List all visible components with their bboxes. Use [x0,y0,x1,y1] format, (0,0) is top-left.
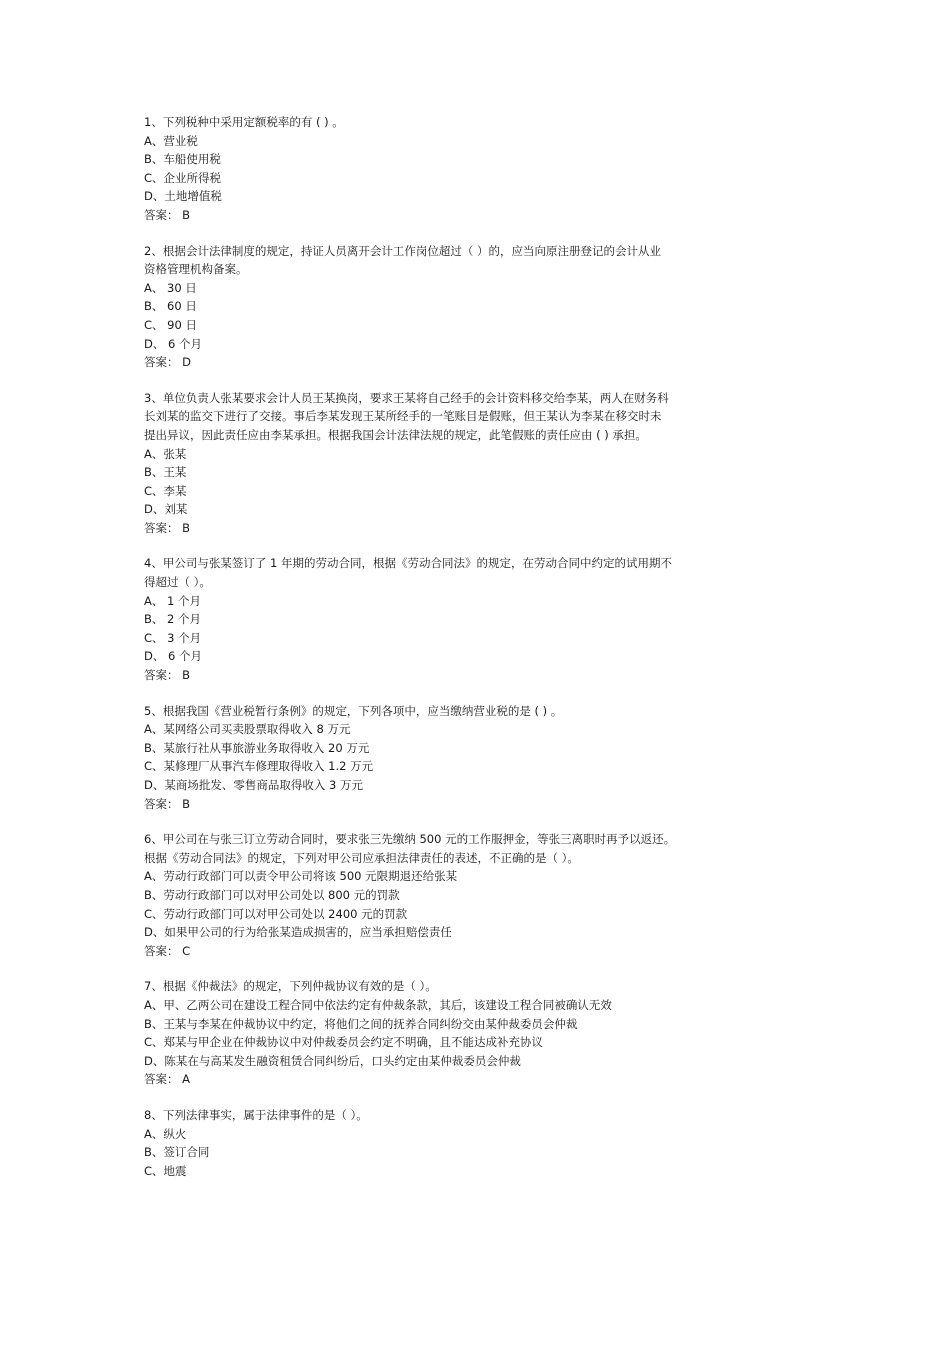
answer-key: 答案： B [144,668,191,683]
answer-option: A、某网络公司买卖股票取得收入 8 万元 [144,722,351,737]
question-stem [144,830,784,867]
answer-option: D、 6 个月 [144,649,202,664]
question-block [144,554,784,684]
question-stem-line: 7、根据《仲裁法》的规定，下列仲裁协议有效的是（ ）。 [144,979,437,994]
answer-option: A、 30 日 [144,280,197,295]
question-stem-line: 资格管理机构备案。 [144,262,248,277]
question-block [144,977,784,1089]
answer-key: 答案： B [144,796,191,811]
answer-option: B、某旅行社从事旅游业务取得收入 20 万元 [144,740,370,755]
answer-option: D、土地增值税 [144,189,222,204]
question-stem-line: 1、下列税种中采用定额税率的有 ( ) 。 [144,115,344,129]
document-page [144,113,784,1197]
answer-option: B、签订合同 [144,1145,210,1160]
question-block [144,242,784,372]
question-stem-line: 8、下列法律事实，属于法律事件的是（ ）。 [144,1107,368,1122]
answer-option: A、营业税 [144,133,198,148]
question-stem-line: 提出异议，因此责任应由李某承担。根据我国会计法律法规的规定，此笔假账的责任应由 ( ) 承担。 [144,427,647,442]
answer-key: 答案： B [144,520,191,535]
question-stem [144,242,784,279]
question-stem-line: 2、根据会计法律制度的规定，持证人员离开会计工作岗位超过（ ）的，应当向原注册登记的会计从业 [144,243,661,258]
answer-option: B、车船使用税 [144,152,221,167]
answer-option: B、王某与李某在仲裁协议中约定，将他们之间的抚养合同纠纷交由某仲裁委员会仲裁 [144,1016,578,1031]
answer-option: D、如果甲公司的行为给张某造成损害的，应当承担赔偿责任 [144,925,452,940]
question-block [144,113,784,225]
answer-option: A、张某 [144,446,187,461]
question-block [144,702,784,814]
answer-option: B、 60 日 [144,299,197,314]
question-stem-line: 5、根据我国《营业税暂行条例》的规定，下列各项中，应当缴纳营业税的是 ( ) 。 [144,703,563,718]
answer-option: C、企业所得税 [144,170,222,185]
answer-option: C、 90 日 [144,317,197,332]
answer-option: B、劳动行政部门可以对甲公司处以 800 元的罚款 [144,887,400,902]
question-stem-line: 6、甲公司在与张三订立劳动合同时，要求张三先缴纳 500 元的工作服押金，等张三离职时再予以返还。 [144,832,676,847]
question-block [144,1106,784,1180]
answer-option: D、刘某 [144,502,188,517]
answer-key: 答案： C [144,943,191,958]
answer-option: B、 2 个月 [144,612,202,627]
answer-option: C、地震 [144,1163,187,1178]
answer-option: A、纵火 [144,1126,187,1141]
answer-option: C、郑某与甲企业在仲裁协议中对仲裁委员会约定不明确，且不能达成补充协议 [144,1035,544,1050]
question-stem-line: 根据《劳动合同法》的规定，下列对甲公司应承担法律责任的表述，不正确的是（ ）。 [144,850,579,865]
answer-option: C、李某 [144,483,187,498]
question-stem-line: 4、甲公司与张某签订了 1 年期的劳动合同，根据《劳动合同法》的规定，在劳动合同中约定的试用期不 [144,556,672,571]
answer-option: C、劳动行政部门可以对甲公司处以 2400 元的罚款 [144,906,408,921]
question-stem-line: 长刘某的监交下进行了交接。事后李某发现王某所经手的一笔账目是假账，但王某认为李某在移交时未 [144,409,662,424]
answer-option: B、王某 [144,465,187,480]
answer-option: D、陈某在与高某发生融资租赁合同纠纷后，口头约定由某仲裁委员会仲裁 [144,1053,521,1068]
answer-option: A、甲、乙两公司在建设工程合同中依法约定有仲裁条款，其后，该建设工程合同被确认无效 [144,997,612,1012]
question-stem [144,977,784,996]
question-stem-line: 3、单位负责人张某要求会计人员王某换岗，要求王某将自己经手的会计资料移交给李某，两人在财务科 [144,390,669,405]
question-stem [144,702,784,721]
answer-option: C、某修理厂从事汽车修理取得收入 1.2 万元 [144,759,374,774]
answer-option: C、 3 个月 [144,630,202,645]
question-stem [144,389,784,445]
answer-option: A、劳动行政部门可以责令甲公司将该 500 元限期退还给张某 [144,869,458,884]
question-stem [144,1106,784,1125]
question-stem [144,113,784,132]
question-stem-line: 得超过（ ）。 [144,575,211,590]
answer-key: 答案： B [144,207,191,222]
question-block [144,830,784,960]
answer-option: D、某商场批发、零售商品取得收入 3 万元 [144,778,363,792]
answer-option: A、 1 个月 [144,593,201,608]
answer-option: D、 6 个月 [144,336,202,351]
answer-key: 答案： A [144,1072,191,1087]
question-stem [144,554,784,591]
answer-key: 答案： D [144,355,192,370]
question-block [144,389,784,538]
